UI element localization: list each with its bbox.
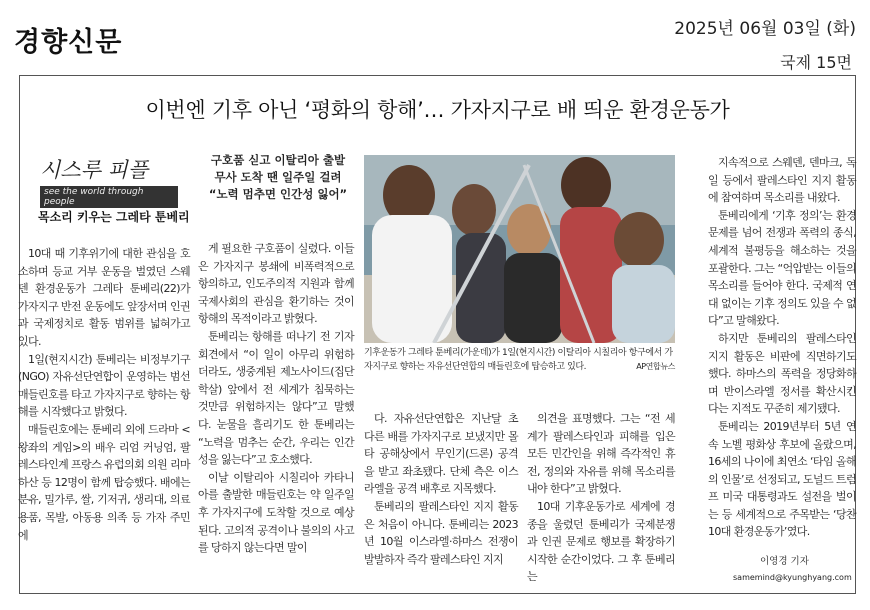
paragraph: 툰베리에게 ‘기후 정의’는 환경 문제를 넘어 전쟁과 폭력의 종식, 세계적 불평등을 해소하는 것을 포괄한다. 그는 “억압받는 이들의 목소리를 들어야 한다. 국제적 연대 없이는 기후 정의도 있을 수 없다”고 말해왔다. (708, 208, 856, 328)
article-deck (200, 152, 356, 203)
deck-line: 구호품 싣고 이탈리아 출발 (210, 153, 346, 167)
deck-line: 무사 도착 땐 일주일 걸려 (214, 170, 342, 184)
author-byline: 이영경 기자 (760, 556, 809, 567)
article-headline: 이번엔 기후 아닌 ‘평화의 항해’… 가자지구로 배 띄운 환경운동가 (145, 98, 730, 122)
paragraph: 매들린호에는 툰베리 외에 드라마 <왕좌의 게임>의 배우 리엄 커닝엄, 팔레스타인계 프랑스 유럽의회 의원 리마 하산 등 12명이 함께 탑승했다. 배에는 분유, 밀가루, 쌀, 기저귀, 생리대, 의료용품, 목발, 아동용 의족 등 가자 주민에 (18, 422, 191, 542)
series-label (40, 154, 190, 208)
article-column-5 (708, 154, 856, 541)
article-subhead: 목소리 키우는 그레타 툰베리 (38, 210, 190, 224)
caption-text: 기후운동가 그레타 툰베리(가운데)가 1일(현지시간) 이탈리아 시칠리아 항구에서 가자지구로 향하는 자유선단연합의 매들린호에 탑승하고 있다. (364, 348, 673, 372)
paragraph: 10대 때 기후위기에 대한 관심을 호소하며 등교 거부 운동을 벌였던 스웨덴 환경운동가 그레타 툰베리(22)가 가자지구 반전 운동에도 앞장서며 인권과 국제정치로 활동 범위를 넓혀가고 있다. (18, 247, 191, 348)
paragraph: 툰베리는 2019년부터 5년 연속 노벨 평화상 후보에 올랐으며, 16세의 나이에 최연소 ‘타임 올해의 인물’로 선정되고, 도널드 트럼프 미국 대통령과도 설전을 벌이는 등 세계적으로 주목받는 ‘당찬 10대 환경운동가’였다. (708, 419, 856, 539)
paragraph: 10대 기후운동가로 세계에 경종을 울렸던 툰베리가 국제분쟁과 인권 문제로 행보를 확장하기 시작한 순간이었다. 그 후 툰베리는 (527, 499, 675, 584)
newspaper-masthead: 경향신문 (14, 27, 123, 58)
deck-line: “노력 멈추면 인간성 잃어” (208, 187, 348, 201)
photo-illustration (364, 155, 675, 343)
article-column-3 (364, 410, 518, 568)
publication-date: 2025년 06월 03일 (화) (674, 19, 856, 39)
paragraph: 다. 자유선단연합은 지난달 초 다른 배를 가자지구로 보냈지만 몰타 공해상에서 무인기(드론) 공격을 받고 좌초됐다. 단체 측은 이스라엘을 공격 배후로 지목했다. (364, 412, 518, 496)
article-column-2 (198, 240, 354, 557)
paragraph: 지속적으로 스웨덴, 덴마크, 독일 등에서 팔레스타인 지지 활동에 참여하며 목소리를 내왔다. (708, 156, 856, 205)
paragraph: 의견을 표명했다. 그는 “전 세계가 팔레스타인과 피해를 입은 모든 민간인을 위해 즉각적인 휴전, 정의와 자유를 위해 목소리를 내야 한다”고 밝혔다. (527, 412, 675, 496)
article-column-4 (527, 410, 675, 586)
article-column-1 (18, 245, 190, 544)
paragraph: 1일(현지시간) 툰베리는 비정부기구(NGO) 자유선단연합이 운영하는 범선 매들린호를 타고 가자지구로 향하는 항해를 시작했다고 밝혔다. (18, 352, 191, 419)
paragraph: 툰베리의 팔레스타인 지지 활동은 처음이 아니다. 툰베리는 2023년 10월 이스라엘·하마스 전쟁이 발발하자 즉각 팔레스타인 지지 (364, 499, 518, 566)
paragraph: 이날 이탈리아 시칠리아 카타니아를 출발한 매들린호는 약 일주일 후 가자지구에 도착할 것으로 예상된다. 고의적 공격이나 불의의 사고를 당하지 않는다면 말이 (198, 470, 354, 555)
author-email: samemind@kyunghyang.com (733, 573, 852, 582)
series-subtitle: see the world through people (40, 186, 178, 208)
photo-credit: AP연합뉴스 (636, 362, 675, 371)
series-title: 시스루 피플 (40, 158, 149, 182)
paragraph: 하지만 툰베리의 팔레스타인 지지 활동은 비판에 직면하기도 했다. 하마스의 폭력을 정당화하며 반이스라엘 정서를 확산시킨다는 지적도 꾸준히 제기됐다. (708, 331, 856, 416)
photo-caption (364, 346, 675, 374)
paragraph: 게 필요한 구호품이 실렸다. 이들은 가자지구 봉쇄에 비폭력적으로 항의하고, 인도주의적 지원과 함께 국제사회의 관심을 환기하는 것이 항해의 목적이라고 밝혔다. (198, 242, 354, 326)
news-photo (364, 155, 675, 343)
paragraph: 툰베리는 항해를 떠나기 전 기자회견에서 “이 일이 아무리 위험하더라도, 생중계된 제노사이드(집단학살) 앞에서 전 세계가 침묵하는 것만큼 위험하지는 않다”고 말했다. 눈물을 흘리기도 한 툰베리는 “노력을 멈추는 순간, 우리는 인간성을 잃는다”고 호소했다. (198, 329, 354, 467)
page-section: 국제 15면 (780, 53, 852, 72)
